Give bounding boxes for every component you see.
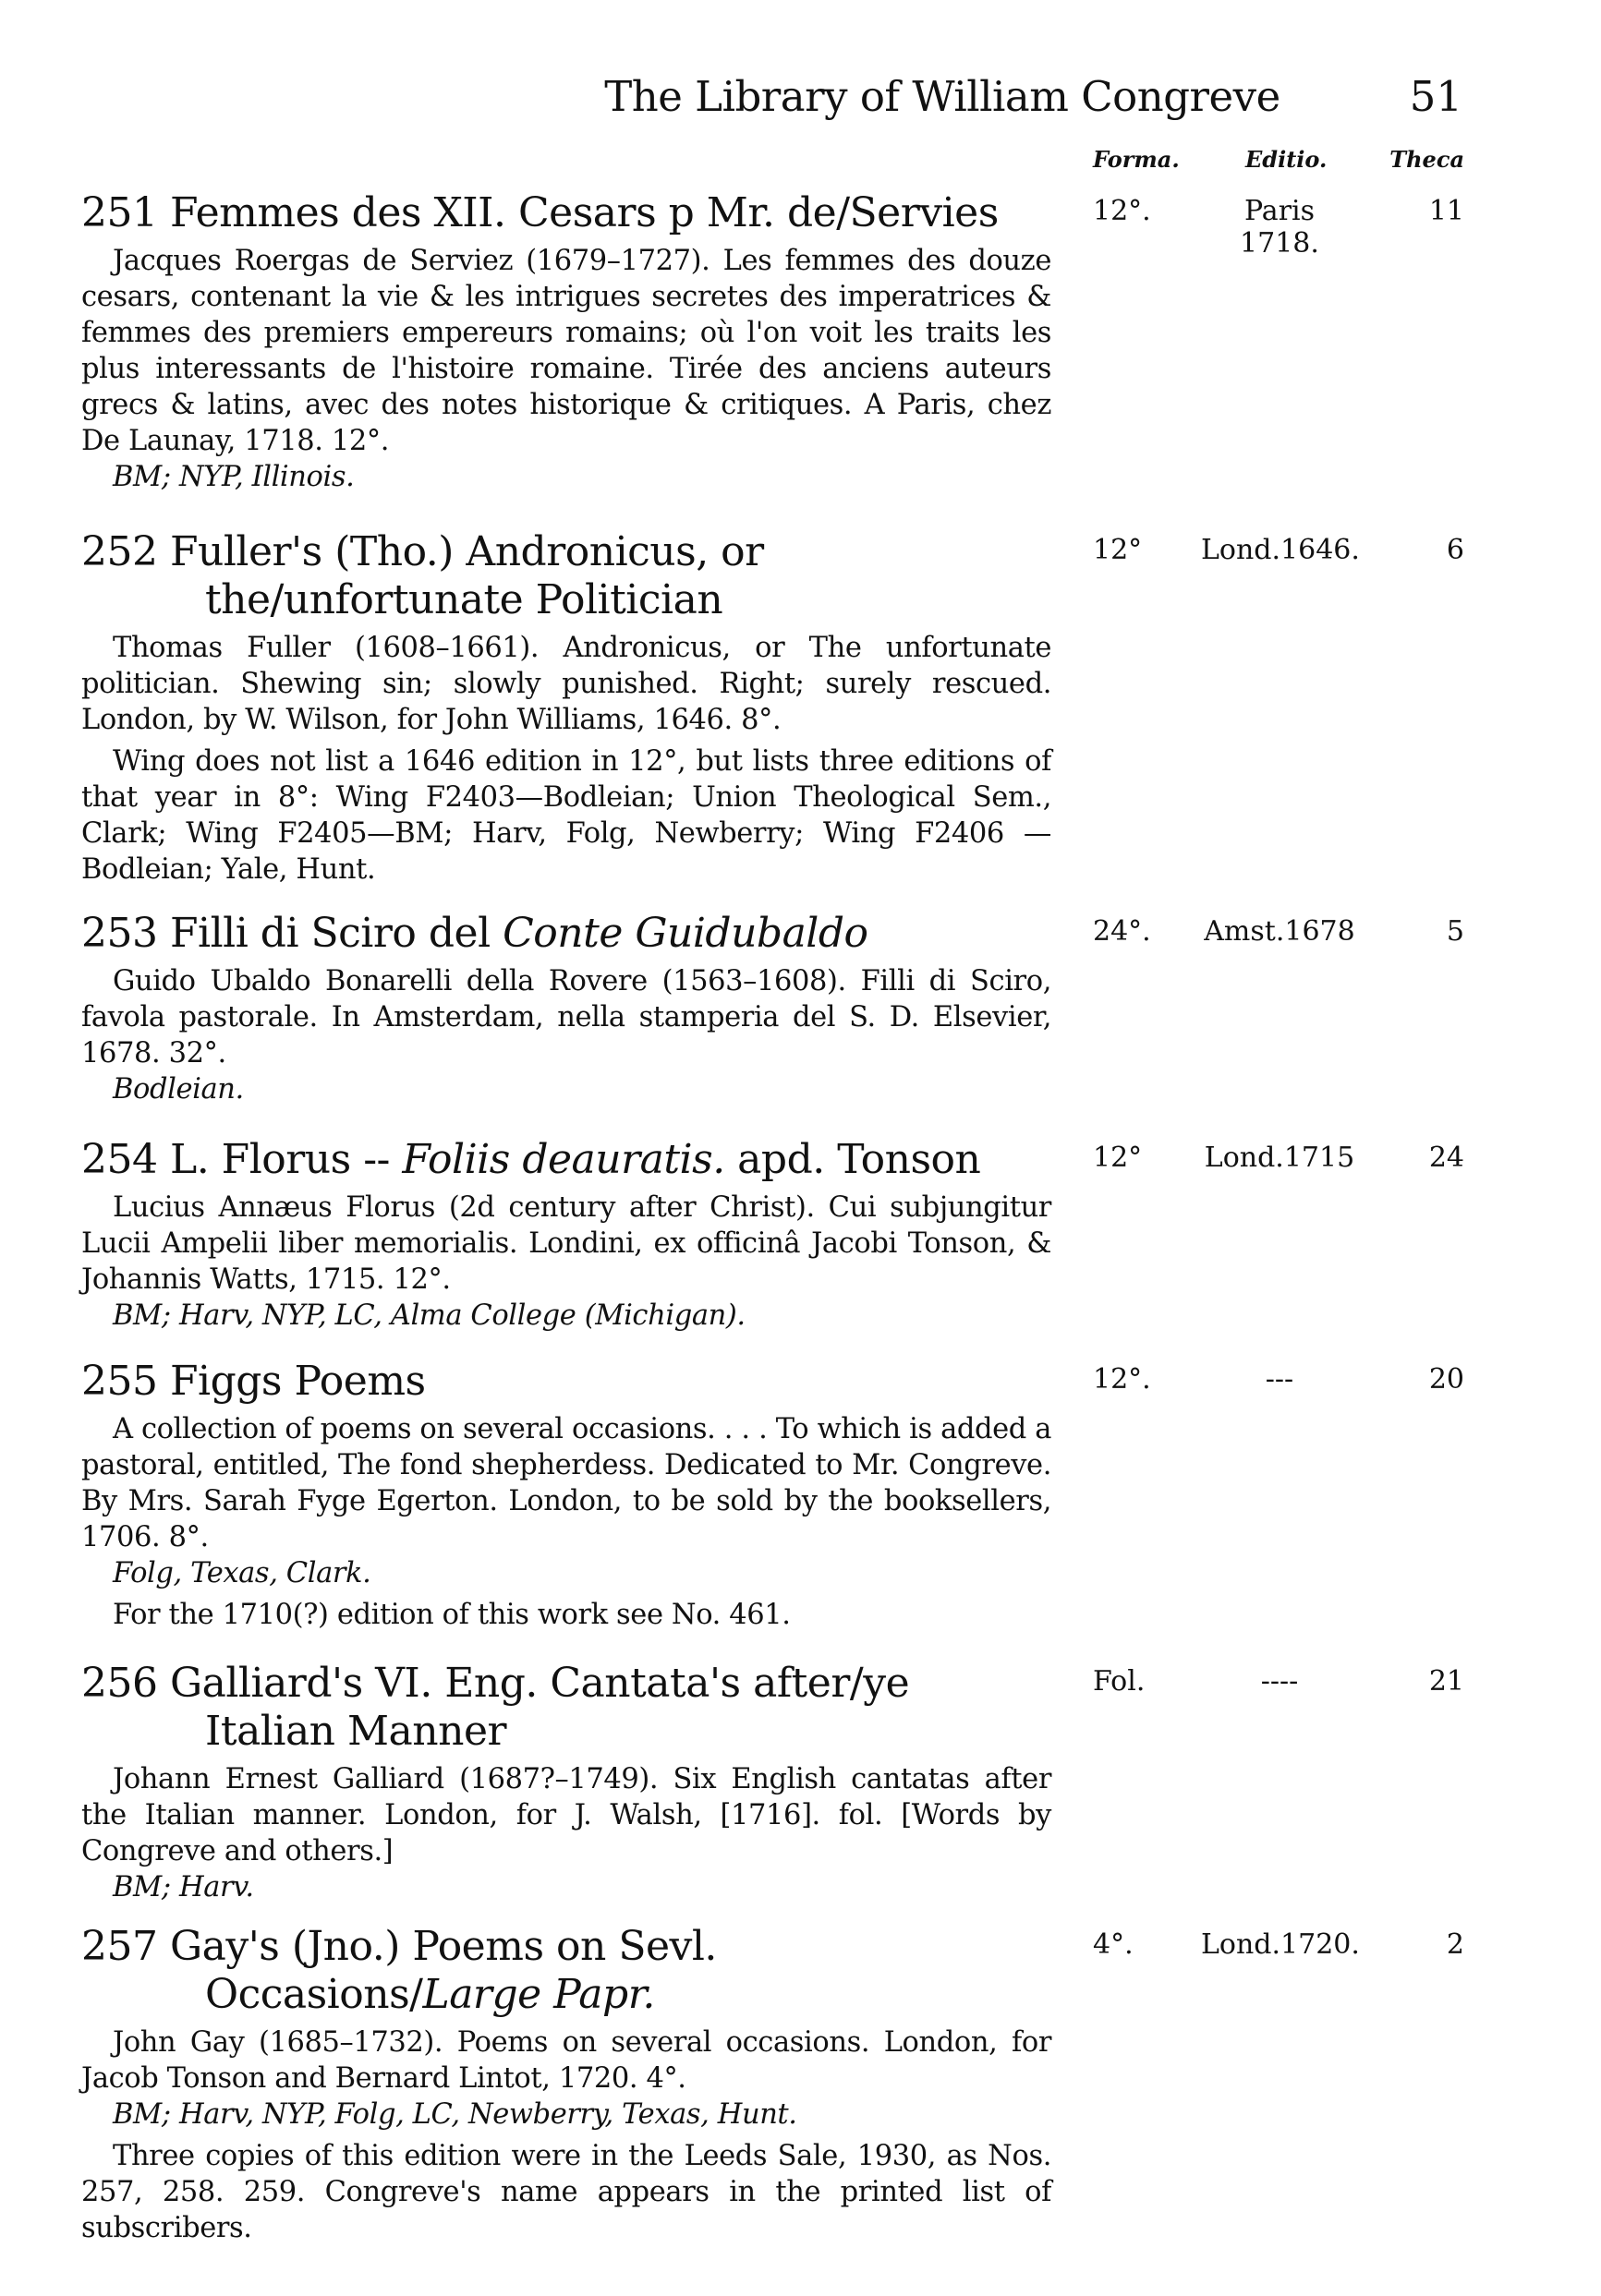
entry-description: John Gay (1685–1732). Poems on several occasions. London, for Jacob Tonson and Bernard Lintot, 1720. 4°. (81, 2026, 1051, 2095)
entry-theca: 24 (1428, 1142, 1464, 1174)
catalogue-entry (81, 528, 1051, 888)
entry-description: Jacques Roergas de Serviez (1679–1727). Les femmes des douze cesars, contenant la vie & les intrigues secretes des imperatrices & femmes des premiers empereurs romains; où l'on voit les traits les plus interessants de l'histoire romaine. Tirée des anciens auteurs grecs & latins, avec des notes historique & critiques. A Paris, chez De Launay, 1718. 12°. (81, 245, 1051, 457)
page-number: 51 (1409, 72, 1462, 121)
entry-title-text: 256 Galliard's VI. Eng. Cantata's after/ye Italian Manner (81, 1660, 910, 1755)
entry-title-text: 254 L. Florus -- (81, 1136, 403, 1183)
entry-title-text: 253 Filli di Sciro del (81, 910, 503, 957)
entry-title (81, 528, 1051, 624)
entry-note: Three copies of this edition were in the Leeds Sale, 1930, as Nos. 257, 258. 259. Congreve's name appears in the printed list of subscribers. (81, 2140, 1051, 2244)
entry-title (81, 910, 1051, 958)
entry-description: A collection of poems on several occasions. . . . To which is added a pastoral, entitled, The fond shepherdess. Dedicated to Mr. Congreve. By Mrs. Sarah Fyge Egerton. London, to be sold by the booksellers, 1706. 8°. (81, 1413, 1051, 1553)
catalogue-entry (81, 189, 1051, 495)
entry-title (81, 1660, 1051, 1756)
entry-title (81, 1136, 1051, 1184)
entry-theca: 6 (1446, 534, 1464, 566)
column-header-editio: Editio. (1245, 146, 1328, 173)
entry-theca: 2 (1446, 1928, 1464, 1961)
entry-locations: BM; Harv, NYP, Folg, LC, Newberry, Texas, Hunt. (113, 2098, 797, 2131)
entry-locations: Bodleian. (113, 1073, 244, 1106)
entry-forma: Fol. (1093, 1665, 1146, 1698)
catalogue-entry (81, 910, 1051, 1107)
column-header-theca: Theca (1389, 146, 1464, 173)
entry-title-italic: Large Papr. (422, 1971, 655, 2018)
entry-title-italic: Foliis deauratis. (402, 1136, 725, 1183)
entry-locations: BM; Harv. (113, 1871, 254, 1903)
entry-title-text: 255 Figgs Poems (81, 1358, 426, 1405)
entry-theca: 20 (1428, 1363, 1464, 1396)
entry-title-text: 252 Fuller's (Tho.) Andronicus, or the/unfortunate Politician (81, 528, 764, 623)
column-header-forma: Forma. (1093, 146, 1180, 173)
entry-locations: BM; Harv, NYP, LC, Alma College (Michigan). (113, 1299, 746, 1332)
catalogue-entry (81, 1660, 1051, 1905)
entry-description: Johann Ernest Galliard (1687?–1749). Six English cantatas after the Italian manner. London, for J. Walsh, [1716]. fol. [Words by Congreve and others.] (81, 1763, 1051, 1867)
entry-forma: 4°. (1093, 1928, 1134, 1961)
entry-editio: ---- (1260, 1665, 1299, 1698)
entry-forma: 12° (1093, 1142, 1143, 1174)
entry-description: Lucius Annæus Florus (2d century after Christ). Cui subjungitur Lucii Ampelii liber memorialis. Londini, ex officinâ Jacobi Tonson, & Johannis Watts, 1715. 12°. (81, 1191, 1051, 1296)
entry-editio: Lond.1715 (1204, 1142, 1355, 1174)
entry-editio: Lond.1646. (1201, 534, 1360, 566)
catalogue-entry (81, 1136, 1051, 1334)
entry-description: Thomas Fuller (1608–1661). Andronicus, or The unfortunate politician. Shewing sin; slowly punished. Right; surely rescued. London, by W. Wilson, for John Williams, 1646. 8°. (81, 632, 1051, 736)
entry-title-text: 251 Femmes des XII. Cesars p Mr. de/Servies (81, 189, 999, 236)
catalogue-entry (81, 1923, 1051, 2246)
entry-editio: Lond.1720. (1201, 1928, 1360, 1961)
entry-title (81, 1358, 1051, 1406)
entry-forma: 12°. (1093, 195, 1151, 227)
entry-editio: --- (1265, 1363, 1294, 1396)
entry-locations: BM; NYP, Illinois. (113, 461, 355, 493)
entry-description: Guido Ubaldo Bonarelli della Rovere (1563–1608). Filli di Sciro, favola pastorale. In Amsterdam, nella stamperia del S. D. Elsevier, 1678. 32°. (81, 965, 1051, 1069)
entry-theca: 11 (1428, 195, 1464, 227)
entry-title-italic: Conte Guidubaldo (503, 910, 868, 957)
entry-title (81, 1923, 1051, 2019)
catalogue-entry (81, 1358, 1051, 1633)
entry-forma: 12°. (1093, 1363, 1151, 1396)
entry-editio: Amst.1678 (1204, 915, 1355, 948)
running-title: The Library of William Congreve (604, 72, 1280, 121)
entry-title (81, 189, 1051, 237)
entry-title-text-end: apd. Tonson (724, 1136, 981, 1183)
entry-theca: 21 (1428, 1665, 1464, 1698)
entry-forma: 24°. (1093, 915, 1151, 948)
entry-note: For the 1710(?) edition of this work see No. 461. (113, 1599, 791, 1631)
entry-description: Wing does not list a 1646 edition in 12°, but lists three editions of that year in 8°: Wing F2403—Bodleian; Union Theological Sem., Clark; Wing F2405—BM; Harv, Folg, Newberry; Wing F2406 —Bodleian; Yale, Hunt. (81, 745, 1051, 886)
entry-locations: Folg, Texas, Clark. (113, 1557, 371, 1589)
entry-forma: 12° (1093, 534, 1143, 566)
entry-editio: Paris 1718. (1240, 195, 1319, 260)
entry-theca: 5 (1446, 915, 1464, 948)
entry-title-text: 257 Gay's (Jno.) Poems on Sevl. Occasions/ (81, 1923, 717, 2018)
